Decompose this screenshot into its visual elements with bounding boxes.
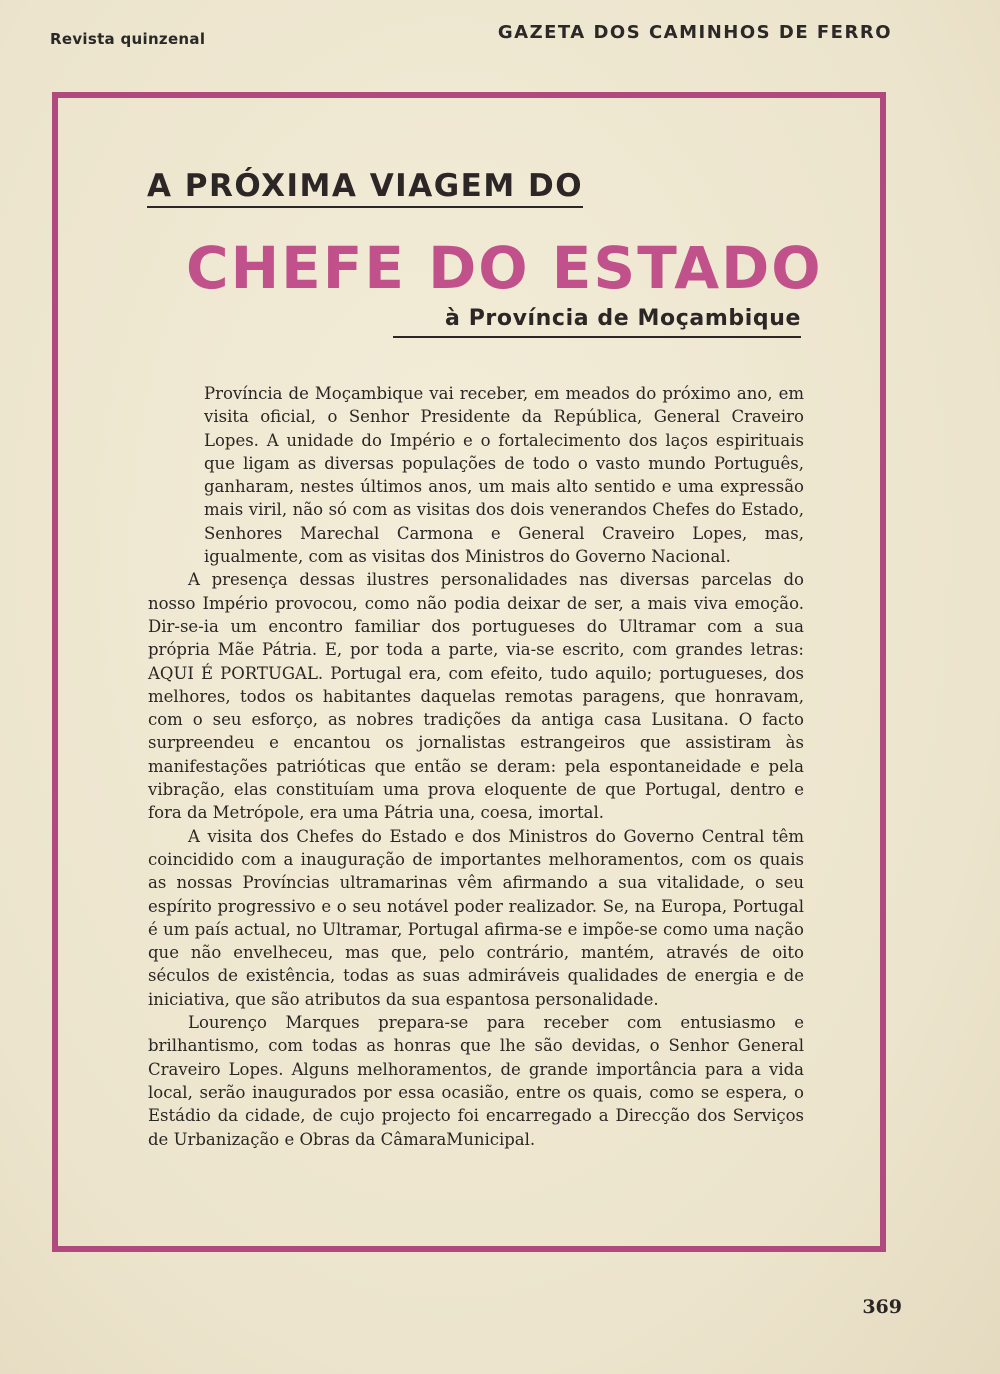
article-paragraph: A visita dos Chefes do Estado e dos Ministros do Governo Central têm coincidido com a inauguração de importantes melhoramentos, com os quais as nossas Províncias ultramarinas vêm afirmando a sua vitalidade, o seu espírito progressivo e o seu notável poder realizador. Se, na Europa, Portugal é um país actual, no Ultramar, Portugal afirma-se e impõe-se como uma nação que não envelheceu, mas que, pelo contrário, mantém, através de oito séculos de existência, todas as suas admiráveis qualidades de energia e de iniciativa, que são atributos da sua espantosa personalidade. (148, 826, 804, 1009)
article-kicker: A PRÓXIMA VIAGEM DO (147, 168, 583, 208)
running-header-left: Revista quinzenal (50, 30, 206, 48)
article-headline: CHEFE DO ESTADO (186, 234, 823, 302)
article-body (148, 382, 804, 1151)
article-paragraph: Província de Moçambique vai receber, em meados do próximo ano, em visita oficial, o Senhor Presidente da República, General Craveiro Lopes. A unidade do Império e o fortalecimento dos laços espirituais que ligam as diversas populações de todo o vasto mundo Português, ganharam, nestes últimos anos, um mais alto sentido e uma expressão mais viril, não só com as visitas dos dois venerandos Chefes do Estado, Senhores Marechal Carmona e General Craveiro Lopes, mas, igualmente, com as visitas dos Ministros do Governo Nacional. (204, 384, 804, 567)
running-header-title: GAZETA DOS CAMINHOS DE FERRO (497, 22, 892, 43)
article-paragraph: Lourenço Marques prepara-se para receber com entusiasmo e brilhantismo, com todas as honras que lhe são devidas, o Senhor General Craveiro Lopes. Alguns melhoramentos, de grande importância para a vida local, serão inaugurados por essa ocasião, entre os quais, como se espera, o Estádio da cidade, de cujo projecto foi encarregado a Direcção dos Serviços de Urbanização e Obras da CâmaraMunicipal. (148, 1013, 804, 1149)
page-number: 369 (862, 1296, 902, 1318)
article-paragraph: A presença dessas ilustres personalidades nas diversas parcelas do nosso Império provocou, como não podia deixar de ser, a mais viva emoção. Dir-se-ia um encontro familiar dos portugueses do Ultramar com a sua própria Mãe Pátria. E, por toda a parte, via-se escrito, com grandes letras: AQUI É PORTUGAL. Portugal era, com efeito, tudo aquilo; portugueses, dos melhores, todos os habitantes daquelas remotas paragens, que honravam, com o seu esforço, as nobres tradições da antiga casa Lusitana. O facto surpreendeu e encantou os jornalistas estrangeiros que assistiram às manifestações patrióticas que então se deram: pela espontaneidade e pela vibração, elas constituíam uma prova eloquente de que Portugal, dentro e fora da Metrópole, era uma Pátria una, coesa, imortal. (148, 570, 804, 823)
article-subhead: à Província de Moçambique (393, 306, 801, 338)
